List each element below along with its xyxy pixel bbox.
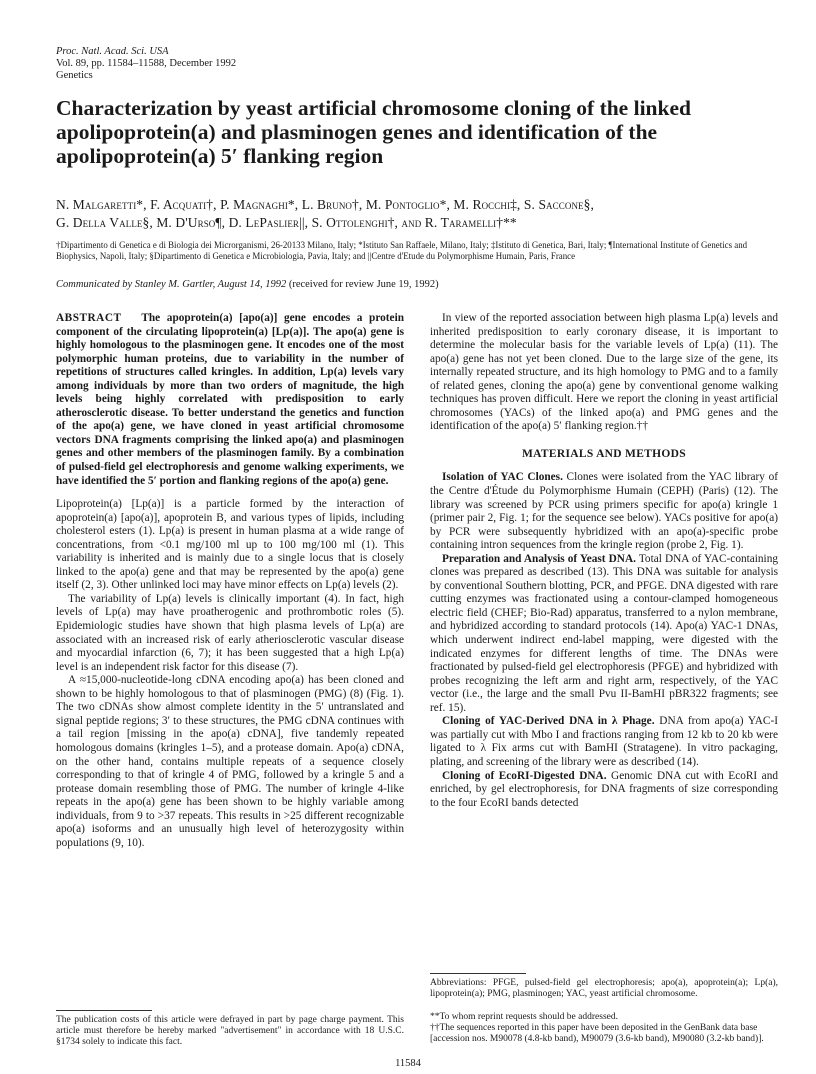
abbreviations-rule: [430, 973, 526, 974]
methods-lambda-head: Cloning of YAC-Derived DNA in λ Phage.: [442, 715, 655, 728]
intro-paragraph-2: The variability of Lp(a) levels is clinically important (4). In fact, high levels of Lp(a) may have proatherogenic and prothrombotic roles (5). Epidemiologic studies have shown that high plasma levels of Lp(a) are associated with an increased risk of early atheriosclerotic vascular disease and myocardial infarction (6, 7); it has been suggested that a high Lp(a) level is an independent risk factor for this disease (7).: [56, 592, 404, 673]
methods-heading: MATERIALS AND METHODS: [522, 447, 686, 460]
abstract-text: The apoprotein(a) [apo(a)] gene encodes a protein component of the circulating lipoprotein(a) [Lp(a)]. The apo(a) gene is highly homologous to the plasminogen gene. It encodes one of the most polymorphic human proteins, due to variability in the number of repetitions of structures called kringles. In addition, Lp(a) levels vary among individuals by more than two orders of magnitude, the high levels being highly correlated with predisposition to early atherosclerotic disease. To better understand the genetics and function of the apo(a) gene, we have cloned in yeast artificial chromosome vectors DNA fragments comprising the linked apo(a) and plasminogen genes and other members of the plasminogen family. By a combination of pulsed-field gel electrophoresis and genome walking experiments, we have identified the 5′ portion and flanking regions of the apo(a) gene.: [56, 312, 404, 487]
communicated-by: Communicated by Stanley M. Gartler, August 14, 1992: [56, 279, 289, 290]
author-list: [56, 196, 776, 232]
methods-yeast-dna-head: Preparation and Analysis of Yeast DNA.: [442, 552, 636, 565]
intro-paragraph-3: A ≈15,000-nucleotide-long cDNA encoding apo(a) has been cloned and shown to be highly homologous to that of plasminogen (PMG) (8) (Fig. 1). The two cDNAs show almost complete identity in the 5′ untranslated and signal peptide regions; 3′ to these structures, the PMG cDNA continues with a tail region [missing in the apo(a) cDNA], five tandemly repeated homologous domains (kringles 1–5), and a protease domain. Apo(a) cDNA, on the other hand, contains multiple repeats of a sequence closely corresponding to that of kringle 4 of PMG, followed by a kringle 5 and a protease domain resembling those of PMG. The number of kringle 4-like repeats in the apo(a) gene has been shown to be highly variable among individuals, from 9 to >37 repeats. This results in >25 different recognizable apo(a) isoforms and an unusually high level of heterozygosity within populations (9, 10).: [56, 674, 404, 849]
communicated-line: [56, 278, 776, 291]
methods-isolation-text: Clones were isolated from the YAC library of the Centre d'Étude du Polymorphisme Humain (CEPH) (Paris) (12). The library was screened by PCR using primers specific for apo(a) kringle 1 (primer pair 2, Fig. 1; for the sequence see below). YACs positive for apo(a) by PCR were subsequently hybridized with an apo(a)-specific probe containing intron sequences from the kringle region (probe 2, Fig. 1).: [430, 471, 778, 552]
authors-line-1: N. Malgaretti*, F. Acquati†, P. Magnaghi*, L. Bruno†, M. Pontoglio*, M. Rocchi‡, S. Saccone§,: [56, 197, 594, 212]
page-number: 11584: [395, 1058, 421, 1069]
methods-lambda-text: DNA from apo(a) YAC-I was partially cut with Mbo I and fractions ranging from 12 kb to 20 kb were ligated to λ Fix arms cut with BamHI (Stratagene). In vitro packaging, plating, and screening of the library were as described (14).: [430, 715, 778, 768]
publication-cost-footnote: The publication costs of this article were defrayed in part by page charge payment. This article must therefore be hereby marked "advertisement" in accordance with 18 U.S.C. §1734 solely to indicate this fact.: [56, 1015, 404, 1047]
methods-yeast-dna: [430, 553, 778, 716]
left-column: [56, 312, 404, 850]
authors-line-2: G. Della Valle§, M. D'Urso¶, D. LePaslier||, S. Ottolenghi†, and R. Taramelli†**: [56, 215, 517, 230]
footnote-rule: [56, 1010, 152, 1011]
intro-paragraph-4: In view of the reported association between high plasma Lp(a) levels and inherited predisposition to early coronary disease, it is important to determine the molecular basis for the variable levels of Lp(a) (11). The apo(a) gene has not yet been cloned. Due to the large size of the gene, its internally repeated structure, and its high homology to PMG and to a family of related genes, cloning the apo(a) gene by conventional genome walking techniques has proven difficult. Here we report the cloning in yeast artificial chromosomes (YACs) of the linked apo(a) and PMG genes and the identification of the apo(a) 5′ flanking region.††: [430, 312, 778, 433]
methods-lambda: [430, 715, 778, 769]
journal-name: Proc. Natl. Acad. Sci. USA: [56, 46, 169, 57]
genbank-footnote: ††The sequences reported in this paper have been deposited in the GenBank data base [accession nos. M90078 (4.8-kb band), M90079 (3.6-kb band), M90080 (3.2-kb band)].: [430, 1023, 764, 1044]
intro-paragraph-1: Lipoprotein(a) [Lp(a)] is a particle formed by the interaction of apoprotein(a) [apo(a)], apoprotein B, and various types of lipids, including cholesterol esters (1). Lp(a) is present in human plasma at a wide range of concentrations, from <0.1 mg/100 ml up to 100 mg/100 ml (1). This variability is inherited and is mainly due to a single locus that is closely linked to the apo(a) gene and that may be represented by the apo(a) gene itself (2, 3). Other unlinked loci may have minor effects on Lp(a) levels (2).: [56, 498, 404, 592]
journal-header: [56, 46, 456, 82]
methods-isolation: [430, 471, 778, 552]
methods-ecori-head: Cloning of EcoRI-Digested DNA.: [442, 769, 607, 782]
section-label: Genetics: [56, 70, 93, 81]
methods-isolation-head: Isolation of YAC Clones.: [442, 471, 563, 484]
abstract-label: ABSTRACT: [56, 312, 122, 324]
volume-line: Vol. 89, pp. 11584–11588, December 1992: [56, 58, 237, 69]
reprint-footnote: **To whom reprint requests should be addressed.: [430, 1012, 618, 1022]
right-column: [430, 312, 778, 810]
received-date: (received for review June 19, 1992): [288, 279, 439, 290]
methods-yeast-dna-text: Total DNA of YAC-containing clones was prepared as described (13). This DNA was suitable for analysis by conventional Southern blotting, PCR, and PFGE. DNA digested with rare cutting enzymes was fractionated using a contour-clamped homogeneous electric field (CHEF; Bio-Rad) apparatus, transferred to a nylon membrane, and hybridized according to standard protocols (14). Apo(a) YAC-1 DNAs, which underwent indirect end-label mapping, were digested with the indicated enzymes for different lengths of time. The DNAs were fractionated by pulsed-field gel electrophoresis (PFGE) and hybridized with probes recognizing the left arm and right arm, respectively, of the YAC vector (i.e., the large and the small Pvu II-BamHI pBR322 fragments; see ref. 15).: [430, 552, 778, 714]
methods-ecori-text: Genomic DNA cut with EcoRI and enriched, by gel electrophoresis, for DNA fragments of size corresponding to the four EcoRI bands detected: [430, 769, 778, 809]
paper-title: Characterization by yeast artificial chromosome cloning of the linked apolipoprotein(a) and plasminogen genes and identification of the apolipoprotein(a) 5′ flanking region: [56, 96, 691, 168]
abbreviations: Abbreviations: PFGE, pulsed-field gel electrophoresis; apo(a), apoprotein(a); Lp(a), lipoprotein(a); PMG, plasminogen; YAC, yeast artificial chromosome.: [430, 978, 778, 999]
abstract: [56, 312, 404, 488]
methods-ecori: [430, 770, 778, 811]
affiliations: †Dipartimento di Genetica e di Biologia dei Microrganismi, 26-20133 Milano, Italy; *Istituto San Raffaele, Milano, Italy; ‡Istituto di Genetica, Bari, Italy; ¶International Institute of Genetics and Biophysics, Napoli, Italy; §Dipartimento di Genetica e Microbiologia, Pavia, Italy; and ||Centre d'Etude du Polymorphisme Humain, Paris, France: [56, 240, 748, 261]
